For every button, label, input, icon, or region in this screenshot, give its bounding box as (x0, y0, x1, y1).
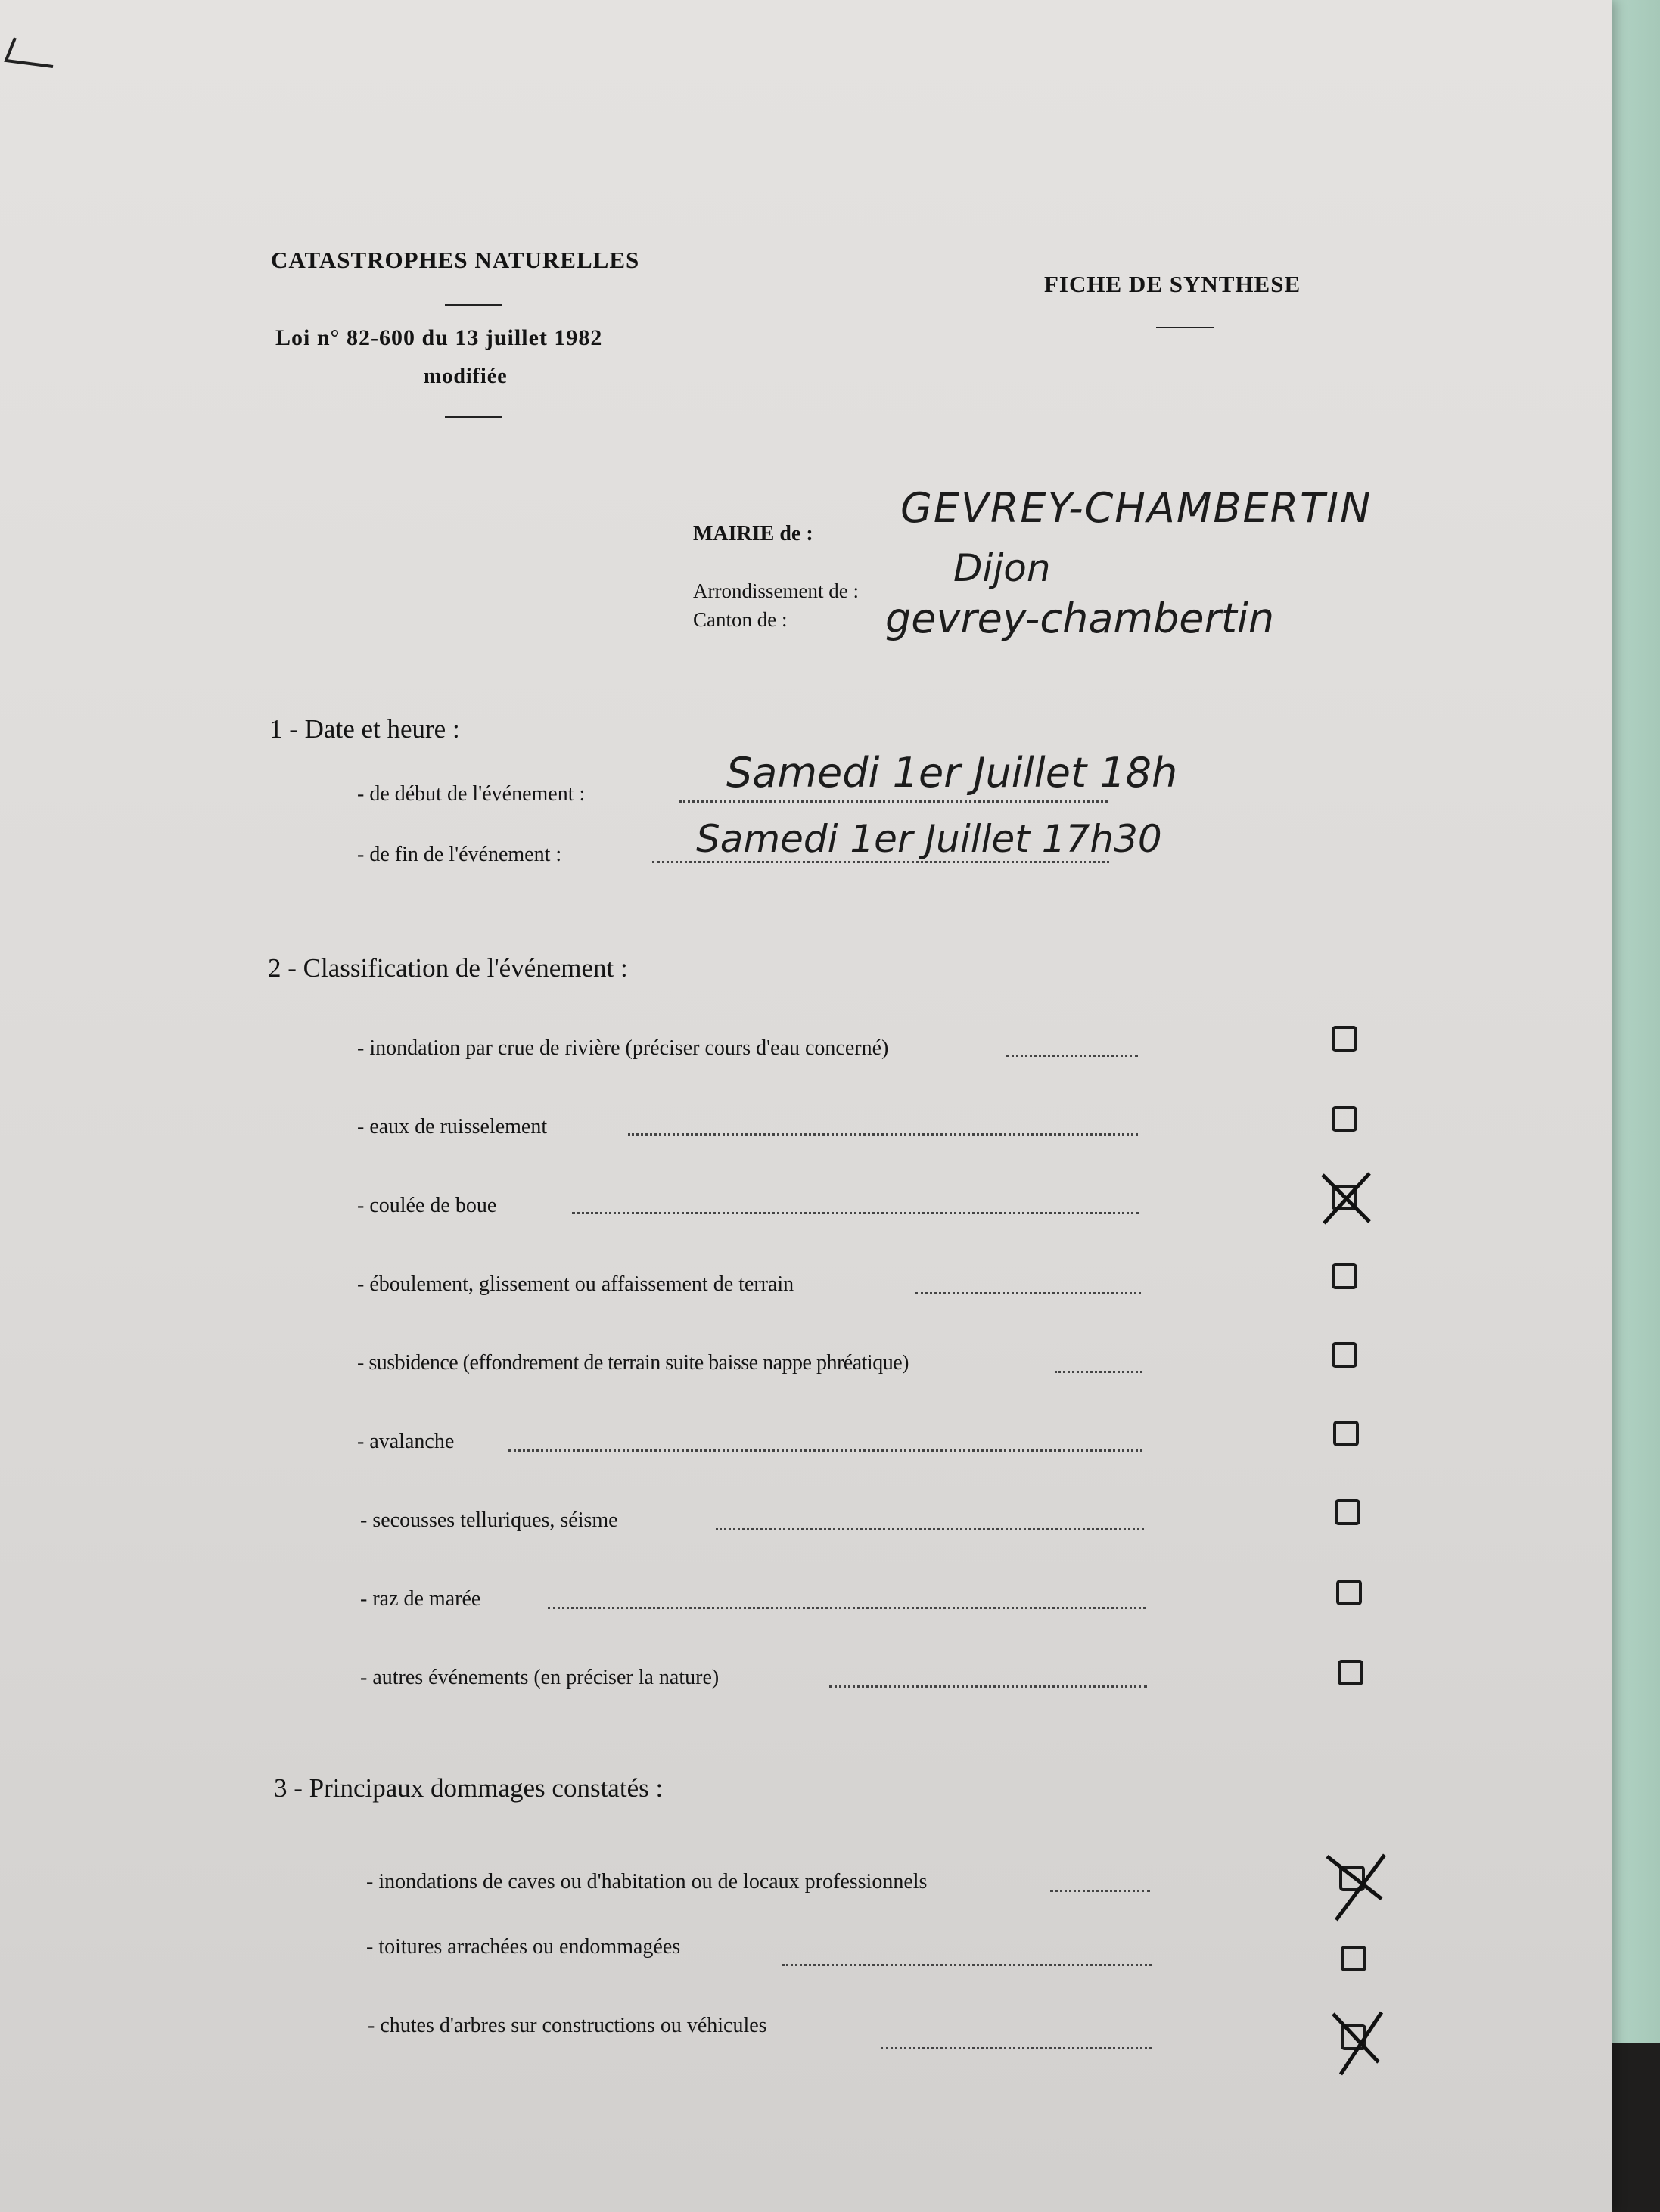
classification-checkbox[interactable] (1332, 1263, 1357, 1289)
header-rule (445, 416, 502, 418)
mairie-label: MAIRIE de : (693, 522, 813, 545)
classification-checkbox[interactable] (1332, 1106, 1357, 1132)
dotted-leader (652, 861, 1109, 863)
end-value: Samedi 1er Juillet 17h30 (696, 817, 1162, 861)
canton-label: Canton de : (693, 608, 788, 631)
dotted-leader (881, 2047, 1152, 2049)
dotted-leader (508, 1449, 1142, 1452)
classification-item-label: - susbidence (effondrement de terrain suite baisse nappe phréatique) (357, 1351, 909, 1375)
handwritten-check-mark (1323, 1850, 1391, 1923)
section2-title: 2 - Classification de l'événement : (268, 953, 628, 983)
arrondissement-label: Arrondissement de : (693, 579, 859, 602)
dotted-leader (716, 1528, 1144, 1530)
law-reference: Loi n° 82-600 du 13 juillet 1982 (275, 325, 603, 350)
dotted-leader (1006, 1055, 1138, 1057)
arrondissement-value: Dijon (953, 546, 1051, 590)
start-label: - de début de l'événement : (357, 782, 586, 806)
classification-item-label: - avalanche (357, 1430, 455, 1453)
dotted-leader (548, 1607, 1146, 1609)
classification-item-label: - coulée de boue (357, 1194, 497, 1217)
classification-checkbox[interactable] (1333, 1421, 1359, 1446)
dotted-leader (1050, 1890, 1150, 1892)
classification-checkbox[interactable] (1336, 1580, 1362, 1605)
dotted-leader (915, 1292, 1141, 1294)
header-left-title: CATASTROPHES NATURELLES (271, 247, 640, 273)
classification-checkbox[interactable] (1338, 1660, 1363, 1685)
damage-item-label: - inondations de caves ou d'habitation ou de locaux professionnels (366, 1870, 928, 1894)
end-label: - de fin de l'événement : (357, 843, 562, 866)
classification-checkbox[interactable] (1332, 1026, 1357, 1052)
handwritten-check-mark (1316, 1169, 1377, 1229)
damage-item-label: - chutes d'arbres sur constructions ou véhicules (368, 2014, 767, 2037)
classification-item-label: - éboulement, glissement ou affaissement de terrain (357, 1272, 794, 1296)
classification-item-label: - raz de marée (360, 1587, 481, 1611)
header-right-title: FICHE DE SYNTHESE (1044, 271, 1301, 297)
dotted-leader (572, 1212, 1139, 1214)
classification-checkbox[interactable] (1335, 1499, 1360, 1525)
dotted-leader (782, 1964, 1152, 1966)
dotted-leader (829, 1685, 1147, 1688)
law-status: modifiée (424, 365, 508, 388)
classification-item-label: - inondation par crue de rivière (préciser cours d'eau concerné) (357, 1036, 889, 1060)
corner-pen-mark (0, 30, 61, 76)
section1-title: 1 - Date et heure : (269, 714, 460, 744)
dotted-leader (1055, 1371, 1142, 1373)
damage-item-label: - toitures arrachées ou endommagées (366, 1935, 681, 1959)
header-rule (1156, 327, 1214, 328)
canton-value: gevrey-chambertin (885, 595, 1275, 642)
start-value: Samedi 1er Juillet 18h (726, 749, 1178, 797)
dotted-leader (679, 800, 1108, 803)
handwritten-check-mark (1329, 2009, 1386, 2077)
header-rule (445, 304, 502, 306)
mairie-value: GEVREY-CHAMBERTIN (900, 484, 1372, 532)
classification-checkbox[interactable] (1332, 1342, 1357, 1368)
classification-item-label: - autres événements (en préciser la nature) (360, 1666, 720, 1689)
classification-item-label: - secousses telluriques, séisme (360, 1508, 618, 1532)
section3-title: 3 - Principaux dommages constatés : (274, 1773, 664, 1803)
classification-item-label: - eaux de ruisselement (357, 1115, 548, 1139)
damage-checkbox[interactable] (1341, 1946, 1366, 1971)
dotted-leader (628, 1133, 1138, 1136)
